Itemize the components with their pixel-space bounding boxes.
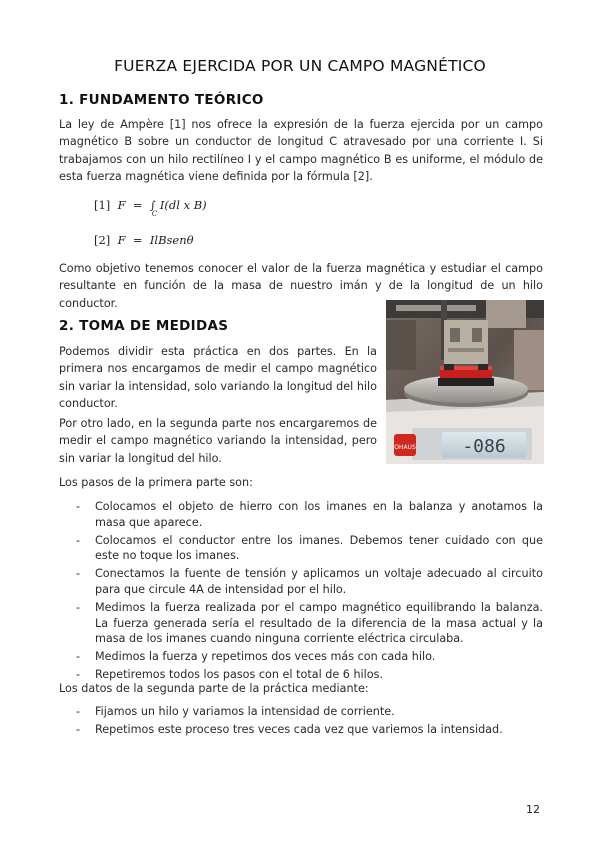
formula-1-rhs: I(dl x B) bbox=[159, 198, 207, 212]
list-item-text: Conectamos la fuente de tensión y aplicamos un voltaje adecuado al circuito para que circule 4A de intensidad por el hilo. bbox=[95, 567, 543, 596]
paragraph-ampere-law: La ley de Ampère [1] nos ofrece la expresión de la fuerza ejercida por un campo magnético B sobre un conductor de longitud C atravesado por una corriente I. Si trabajamos con un hilo rectilíneo I y el campo magnético B es uniforme, el módulo de esta fuerza magnética viene definida por la fórmula [2]. bbox=[59, 118, 543, 183]
list-item bbox=[76, 704, 543, 720]
list-item bbox=[76, 533, 543, 565]
bullet-dash: - bbox=[76, 533, 81, 547]
list-item-text: Colocamos el conductor entre los imanes. Debemos tener cuidado con que este no toque los imanes. bbox=[95, 533, 543, 563]
brand-label: OHAUS bbox=[394, 444, 416, 451]
list-item-text: Medimos la fuerza realizada por el campo magnético equilibrando la balanza. La fuerza generada sería el resultado de la diferencia de la masa actual y la masa de los imanes cuando ninguna corriente eléctrica circulaba. bbox=[95, 600, 543, 646]
integral-subscript: C bbox=[151, 210, 158, 218]
balance-photo bbox=[386, 300, 544, 464]
formula-1-tag: [1] bbox=[94, 198, 111, 212]
bullet-dash: - bbox=[76, 722, 81, 736]
list-item bbox=[76, 499, 543, 531]
formula-1-eq: = bbox=[132, 198, 143, 212]
bullet-dash: - bbox=[76, 500, 81, 513]
list-item bbox=[76, 600, 543, 647]
steps-list-part1 bbox=[76, 499, 543, 685]
page-number: 12 bbox=[526, 803, 540, 816]
formula-1 bbox=[94, 198, 207, 218]
formula-2 bbox=[94, 233, 194, 247]
paragraph-two-parts: Podemos dividir esta práctica en dos partes. En la primera nos encargamos de medir el campo magnético sin variar la intensidad, solo variando la longitud del hilo conductor. bbox=[59, 345, 377, 410]
formula-1-lhs: F bbox=[117, 198, 126, 212]
formula-2-eq: = bbox=[132, 233, 143, 247]
bullet-dash: - bbox=[76, 667, 81, 681]
section-heading-fundamento: 1. FUNDAMENTO TEÓRICO bbox=[59, 92, 264, 108]
paragraph-second-part-data: Los datos de la segunda parte de la práctica mediante: bbox=[59, 682, 369, 695]
balance-display-reading: -086 bbox=[462, 436, 506, 457]
page-title: FUERZA EJERCIDA POR UN CAMPO MAGNÉTICO bbox=[114, 57, 486, 75]
list-item bbox=[76, 566, 543, 598]
paragraph-steps-intro: Los pasos de la primera parte son: bbox=[59, 476, 253, 489]
paragraph-objective: Como objetivo tenemos conocer el valor de la fuerza magnética y estudiar el campo resultante en función de la masa de nuestro imán y de la longitud de un hilo conductor. bbox=[59, 262, 543, 310]
steps-list-part2 bbox=[76, 704, 543, 740]
formula-2-rhs: IlBsenθ bbox=[149, 233, 194, 247]
list-item bbox=[76, 649, 543, 665]
list-item bbox=[76, 722, 543, 738]
balance-illustration bbox=[386, 300, 544, 464]
paragraph-second-part: Por otro lado, en la segunda parte nos encargaremos de medir el campo magnético variando la intensidad, pero sin variar la longitud del hilo. bbox=[59, 417, 377, 465]
formula-2-tag: [2] bbox=[94, 233, 111, 247]
bullet-dash: - bbox=[76, 600, 81, 614]
bullet-dash: - bbox=[76, 650, 81, 664]
list-item-text: Repetimos este proceso tres veces cada vez que variemos la intensidad. bbox=[95, 722, 503, 736]
integral-symbol: ∫ C bbox=[149, 199, 158, 218]
section-heading-medidas: 2. TOMA DE MEDIDAS bbox=[59, 318, 229, 334]
list-item-text: Fijamos un hilo y variamos la intensidad de corriente. bbox=[95, 705, 395, 718]
bullet-dash: - bbox=[76, 567, 81, 581]
list-item-text: Colocamos el objeto de hierro con los imanes en la balanza y anotamos la masa que aparece. bbox=[95, 500, 543, 529]
list-item-text: Medimos la fuerza y repetimos dos veces más con cada hilo. bbox=[95, 650, 436, 664]
formula-2-lhs: F bbox=[117, 233, 126, 247]
list-item-text: Repetiremos todos los pasos con el total de 6 hilos. bbox=[95, 667, 383, 681]
bullet-dash: - bbox=[76, 705, 81, 718]
